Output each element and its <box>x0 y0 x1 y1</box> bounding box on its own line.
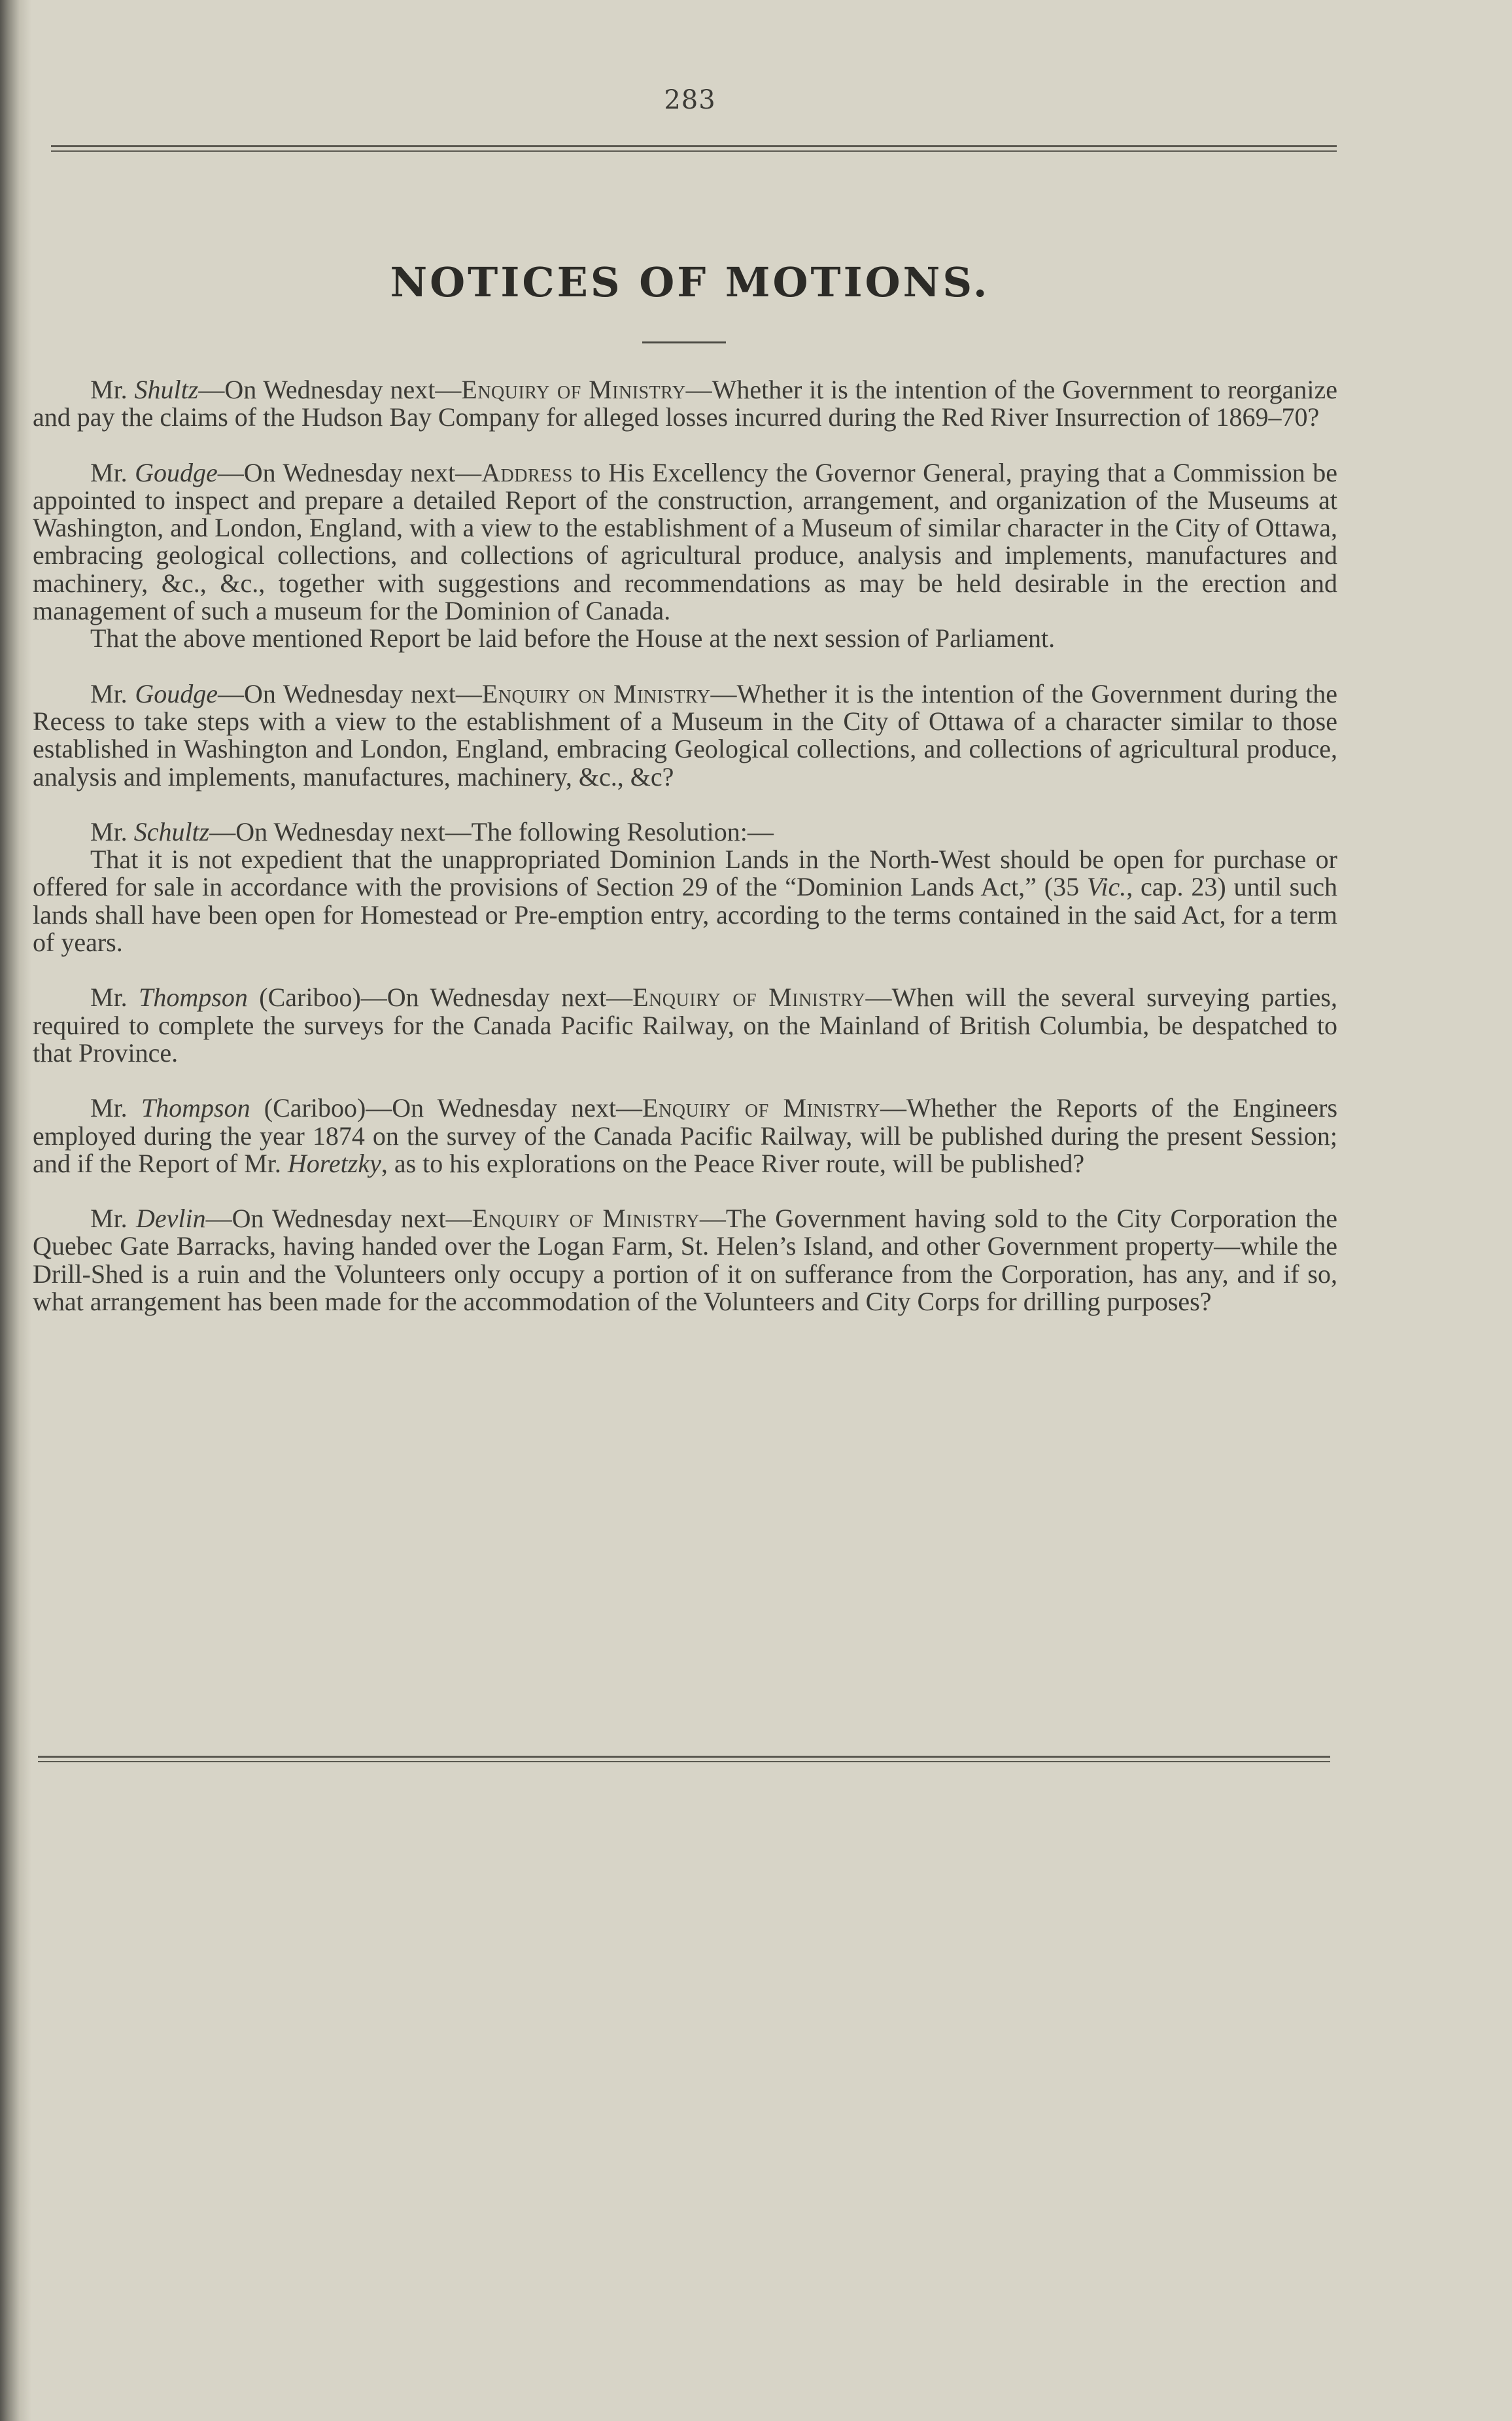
motion-paragraph: Mr. Thompson (Cariboo)—On Wednesday next—Enquiry of Ministry—Whether the Reports of the Engineers employed during the year 1874 on the survey of the Canada Pacific Railway, will be published during the present Session; and if the Report of Mr. Horetzky, as to his explorations on the Peace River route, will be published? <box>33 1093 1338 1178</box>
bottom-double-rule <box>38 1754 1330 1765</box>
motion-paragraph: Mr. Schultz—On Wednesday next—The following Resolution:— <box>90 816 774 846</box>
member-name: Goudge <box>135 457 218 487</box>
motion-paragraph: Mr. Shultz—On Wednesday next—Enquiry of Ministry—Whether it is the intention of the Government to reorganize and pay the claims of the Hudson Bay Company for alleged losses incurred during the Red River Insurrection of 1869–70? <box>33 375 1337 432</box>
motion-paragraph: Mr. Goudge—On Wednesday next—Enquiry on Ministry—Whether it is the intention of the Government during the Recess to take steps with a view to the establishment of a Museum in the City of Ottawa of a character similar to those established in Washington and London, England, embracing Geological collections, and collections of agricultural produce, analysis and implements, manufactures, machinery, &c., &c? <box>33 678 1338 792</box>
member-name: Schultz <box>133 816 210 846</box>
motion-kind: Enquiry of Ministry <box>632 983 866 1013</box>
motion-kind: Enquiry of Ministry <box>472 1204 700 1234</box>
motion-kind: Enquiry of Ministry <box>461 375 686 404</box>
member-name: Thompson <box>141 1093 250 1123</box>
motion-paragraph: Mr. Thompson (Cariboo)—On Wednesday next—Enquiry of Ministry—When will the several surveying parties, required to complete the surveys for the Canada Pacific Railway, on the Mainland of British Columbia, be despatched to that Province. <box>33 983 1337 1068</box>
motion-paragraph: Mr. Goudge—On Wednesday next—Address to His Excellency the Governor General, praying that a Commission be appointed to inspect and prepare a detailed Report of the construction, arrangement, and organization of the Museums at Washington, and London, England, with a view to the establishment of a Museum of similar character in the City of Ottawa, embracing geological collections, and collections of agricultural produce, analysis and implements, manufactures and machinery, &c., &c., together with suggestions and recommendations as may be held desirable in the erection and management of such a museum for the Dominion of Canada. <box>33 457 1338 626</box>
motion-kind: Enquiry on Ministry <box>481 678 711 708</box>
motion-paragraph: Mr. Devlin—On Wednesday next—Enquiry of Ministry—The Government having sold to the City Corporation the Quebec Gate Barracks, having handed over the Logan Farm, St. Helen’s Island, and other Government property—while the Drill-Shed is a ruin and the Volunteers only occupy a portion of it on sufferance from the Corporation, has any, and if so, what arrangement has been made for the accommodation of the Volunteers and City Corps for drilling purposes? <box>33 1204 1338 1317</box>
section-heading: NOTICES OF MOTIONS. <box>390 258 990 306</box>
motions-body <box>33 376 1337 1315</box>
motion-continuation: That the above mentioned Report be laid before the House at the next session of Parliament. <box>90 623 1056 653</box>
member-name: Devlin <box>136 1204 206 1234</box>
page-number: 283 <box>664 85 716 115</box>
heading-underline <box>642 341 726 343</box>
member-name: Thompson <box>139 983 248 1013</box>
motion-kind: Address <box>481 457 573 487</box>
motion-resolution: That it is not expedient that the unappropriated Dominion Lands in the North-West should be open for purchase or offered for sale in accordance with the provisions of Section 29 of the “Dominion Lands Act,” (35 Vic., cap. 23) until such lands shall have been open for Homestead or Pre-emption entry, according to the terms contained in the said Act, for a term of years. <box>33 845 1337 958</box>
member-name: Goudge <box>135 678 218 708</box>
member-name: Shultz <box>134 375 199 404</box>
binding-edge <box>0 0 31 2421</box>
top-double-rule <box>51 144 1337 154</box>
motion-kind: Enquiry of Ministry <box>642 1093 880 1123</box>
